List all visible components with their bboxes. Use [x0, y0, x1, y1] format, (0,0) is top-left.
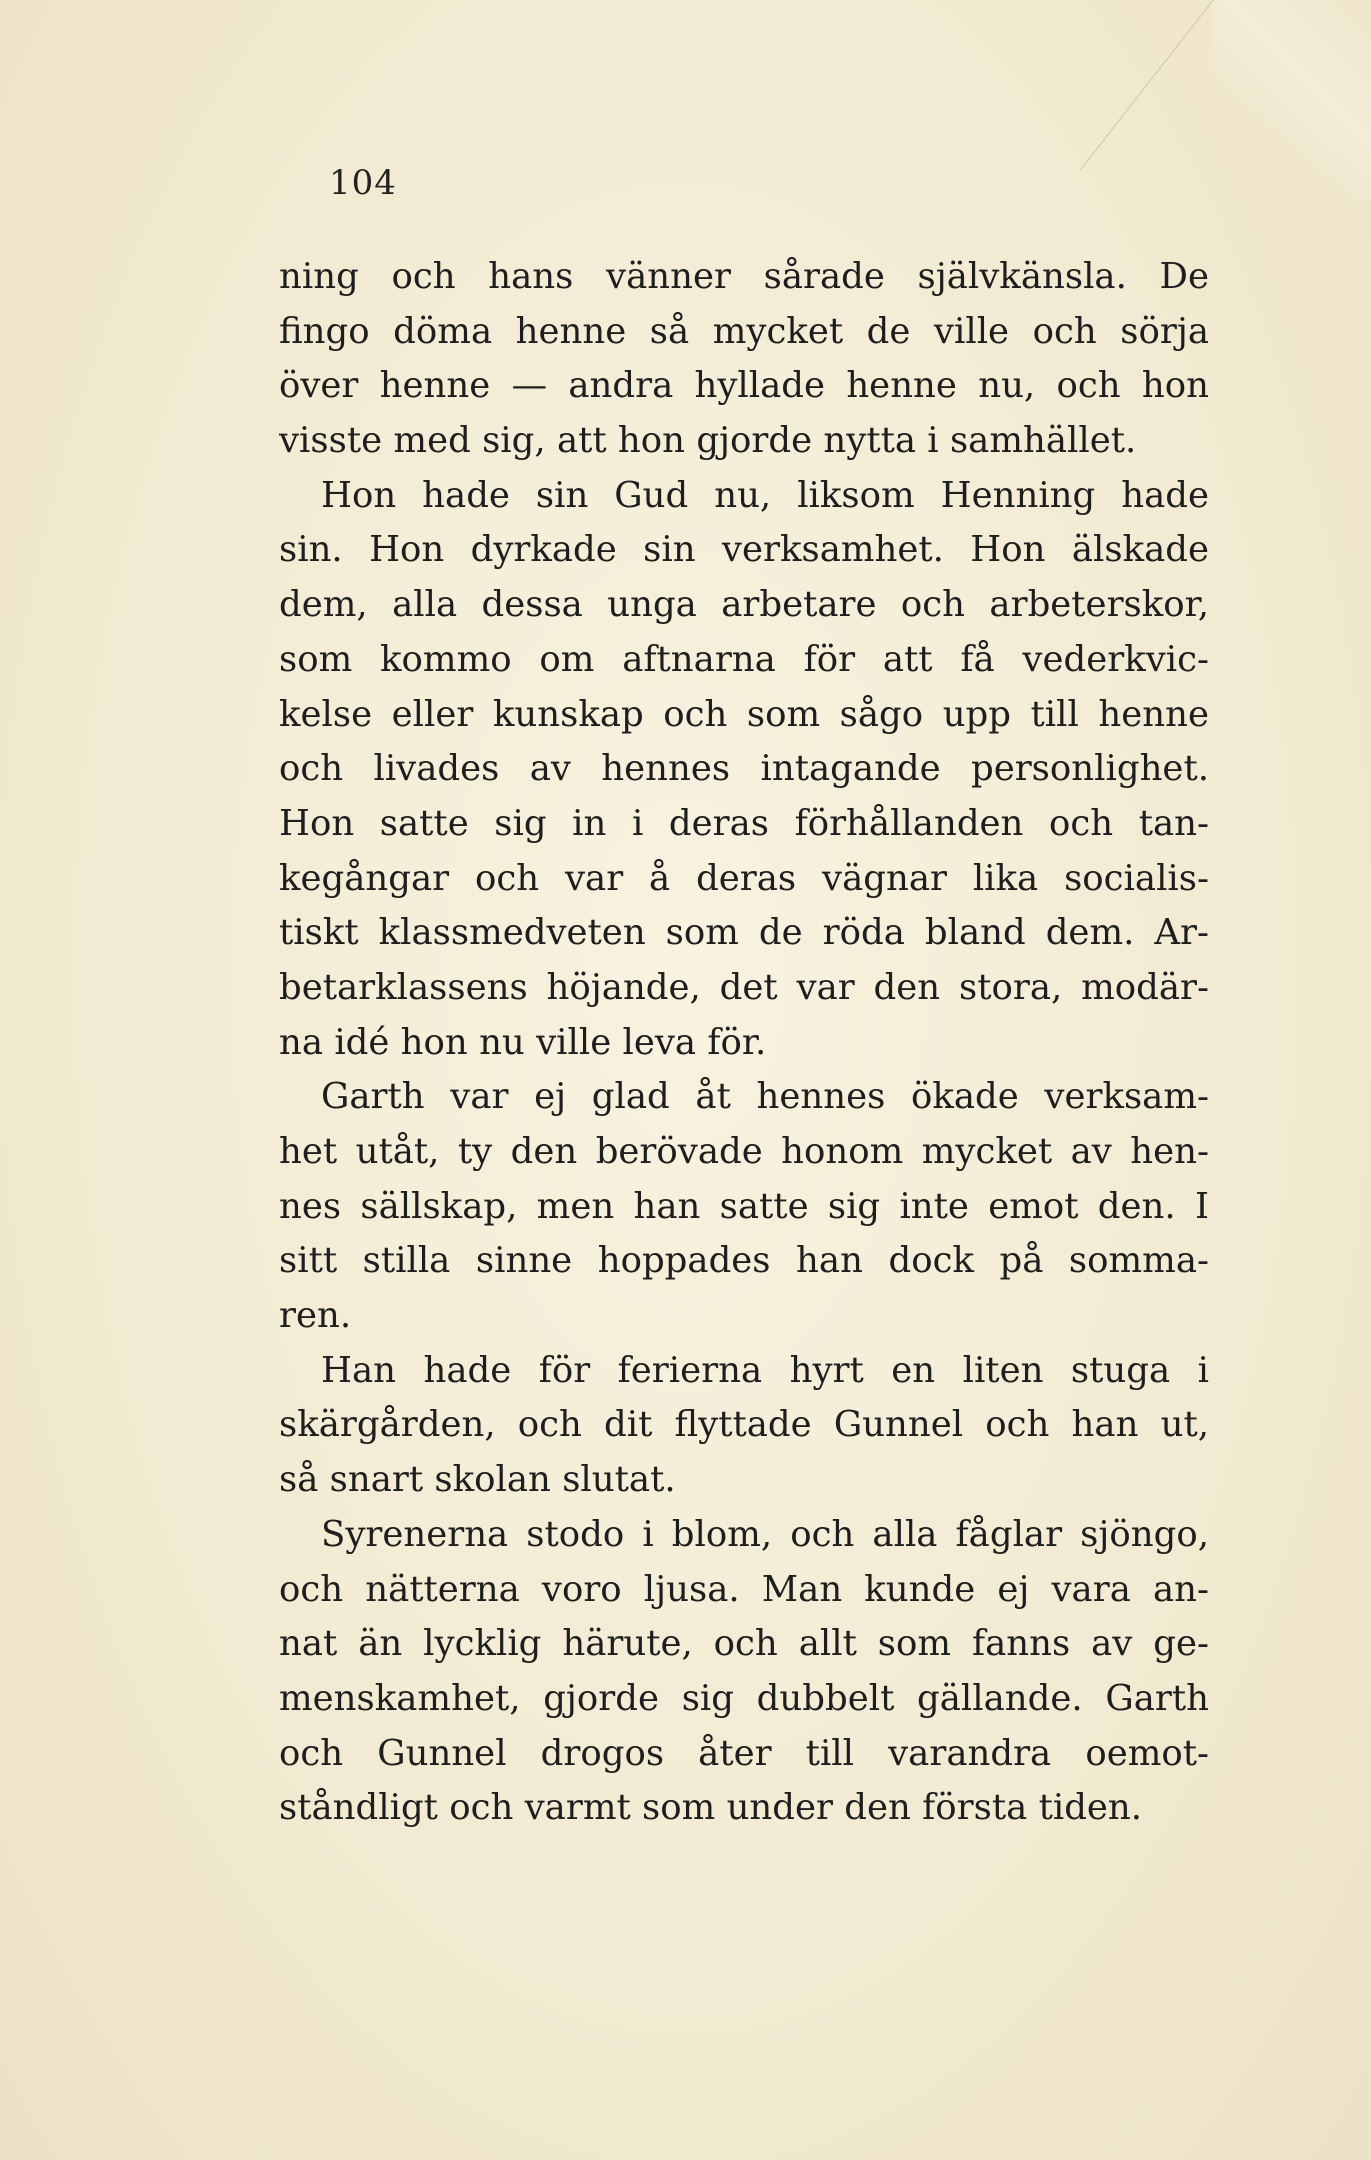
text-line: ren. [279, 1295, 352, 1337]
text-line: och livades av hennes intagande personlighet. [279, 748, 1209, 790]
text-line: ståndligt och varmt som under den första tiden. [279, 1787, 1143, 1829]
text-line: och Gunnel drogos åter till varandra oemot- [279, 1732, 1209, 1774]
text-line: sin. Hon dyrkade sin verksamhet. Hon älskade [279, 529, 1209, 571]
body-text [279, 250, 1209, 1836]
text-line: kelse eller kunskap och som sågo upp till henne [279, 693, 1209, 735]
page-number: 104 [329, 163, 397, 203]
text-line: skärgården, och dit flyttade Gunnel och han ut, [279, 1404, 1209, 1446]
text-line: över henne — andra hyllade henne nu, och hon [279, 365, 1209, 407]
text-line: menskamhet, gjorde sig dubbelt gällande. Garth [279, 1677, 1209, 1719]
text-line: het utåt, ty den berövade honom mycket av hen- [279, 1131, 1209, 1172]
text-line: visste med sig, att hon gjorde nytta i samhället. [279, 420, 1137, 462]
text-line: na idé hon nu ville leva för. [279, 1021, 767, 1063]
text-line: betarklassens höjande, det var den stora, modär- [279, 966, 1209, 1008]
text-line: nes sällskap, men han satte sig inte emot den. I [279, 1185, 1209, 1227]
text-line: så snart skolan slutat. [279, 1459, 676, 1501]
text-line: tiskt klassmedveten som de röda bland dem. Ar- [279, 912, 1209, 954]
text-line: Han hade för ferierna hyrt en liten stuga i [321, 1349, 1209, 1391]
text-line: Hon satte sig in i deras förhållanden och tan- [279, 802, 1209, 844]
text-line: dem, alla dessa unga arbetare och arbeterskor, [279, 584, 1209, 626]
crease-line [1080, 0, 1229, 171]
text-line: Hon hade sin Gud nu, liksom Henning hade [321, 474, 1209, 516]
text-line: ning och hans vänner sårade självkänsla. De [279, 256, 1209, 297]
page-corner-fold [1211, 0, 1371, 200]
text-line: som kommo om aftnarna för att få vederkvic- [279, 638, 1209, 680]
text-line: Garth var ej glad åt hennes ökade verksam- [321, 1076, 1209, 1118]
text-line: nat än lycklig härute, och allt som fanns av ge- [279, 1623, 1209, 1665]
text-line: Syrenerna stodo i blom, och alla fåglar sjöngo, [321, 1513, 1209, 1555]
text-line: och nätterna voro ljusa. Man kunde ej vara an- [279, 1568, 1209, 1610]
text-line: sitt stilla sinne hoppades han dock på somma- [279, 1240, 1209, 1282]
text-line: fingo döma henne så mycket de ville och sörja [279, 310, 1209, 352]
text-line: kegångar och var å deras vägnar lika socialis- [279, 857, 1209, 899]
